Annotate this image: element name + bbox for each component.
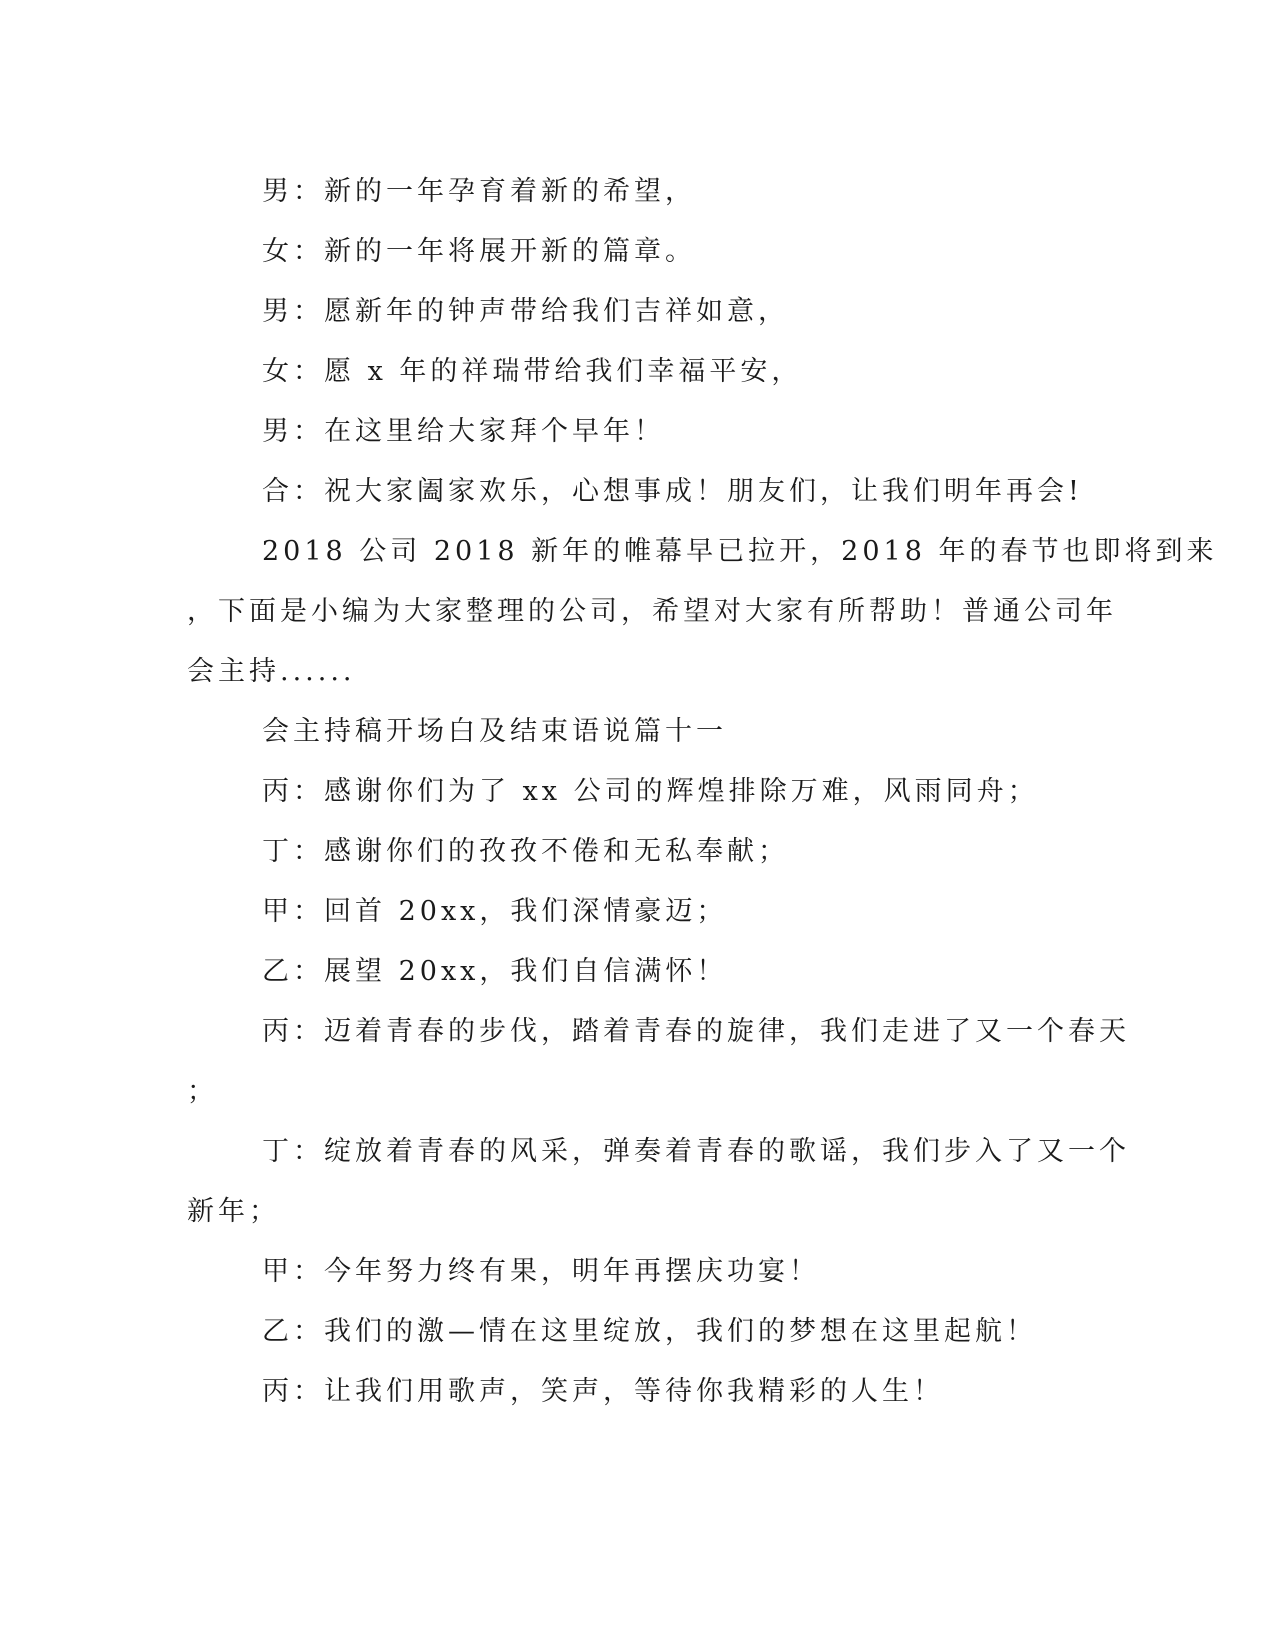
document-body (187, 162, 1218, 1422)
text-line: 会主持...... (187, 656, 356, 687)
text-line: 女：新的一年将展开新的篇章。 (262, 236, 696, 267)
text-line: 男：愿新年的钟声带给我们吉祥如意， (262, 296, 789, 327)
text-line: 丁：绽放着青春的风采，弹奏着青春的歌谣，我们步入了又一个 (262, 1136, 1130, 1167)
section-heading: 会主持稿开场白及结束语说篇十一 (262, 716, 727, 747)
text-line: ，下面是小编为大家整理的公司，希望对大家有所帮助！普通公司年 (187, 596, 1117, 627)
text-line: 男：新的一年孕育着新的希望， (262, 176, 696, 207)
text-line: 合：祝大家阖家欢乐，心想事成！朋友们，让我们明年再会! (262, 476, 1083, 507)
text-line: 乙：我们的激—情在这里绽放，我们的梦想在这里起航！ (262, 1316, 1037, 1347)
text-line: 新年； (187, 1196, 280, 1227)
text-line: ； (187, 1076, 218, 1107)
text-line: 甲：回首 20xx，我们深情豪迈； (262, 896, 728, 927)
text-line: 丙：迈着青春的步伐，踏着青春的旋律，我们走进了又一个春天 (262, 1016, 1130, 1047)
text-line: 丁：感谢你们的孜孜不倦和无私奉献； (262, 836, 789, 867)
text-line: 2018 公司 2018 新年的帷幕早已拉开，2018 年的春节也即将到来 (262, 536, 1218, 567)
text-line: 丙：让我们用歌声，笑声，等待你我精彩的人生！ (262, 1376, 944, 1407)
text-line: 甲：今年努力终有果，明年再摆庆功宴！ (262, 1256, 820, 1287)
text-line: 丙：感谢你们为了 xx 公司的辉煌排除万难，风雨同舟； (262, 776, 1039, 807)
text-line: 乙：展望 20xx，我们自信满怀！ (262, 956, 728, 987)
text-line: 女：愿 x 年的祥瑞带给我们幸福平安， (262, 356, 803, 387)
text-line: 男：在这里给大家拜个早年！ (262, 416, 665, 447)
